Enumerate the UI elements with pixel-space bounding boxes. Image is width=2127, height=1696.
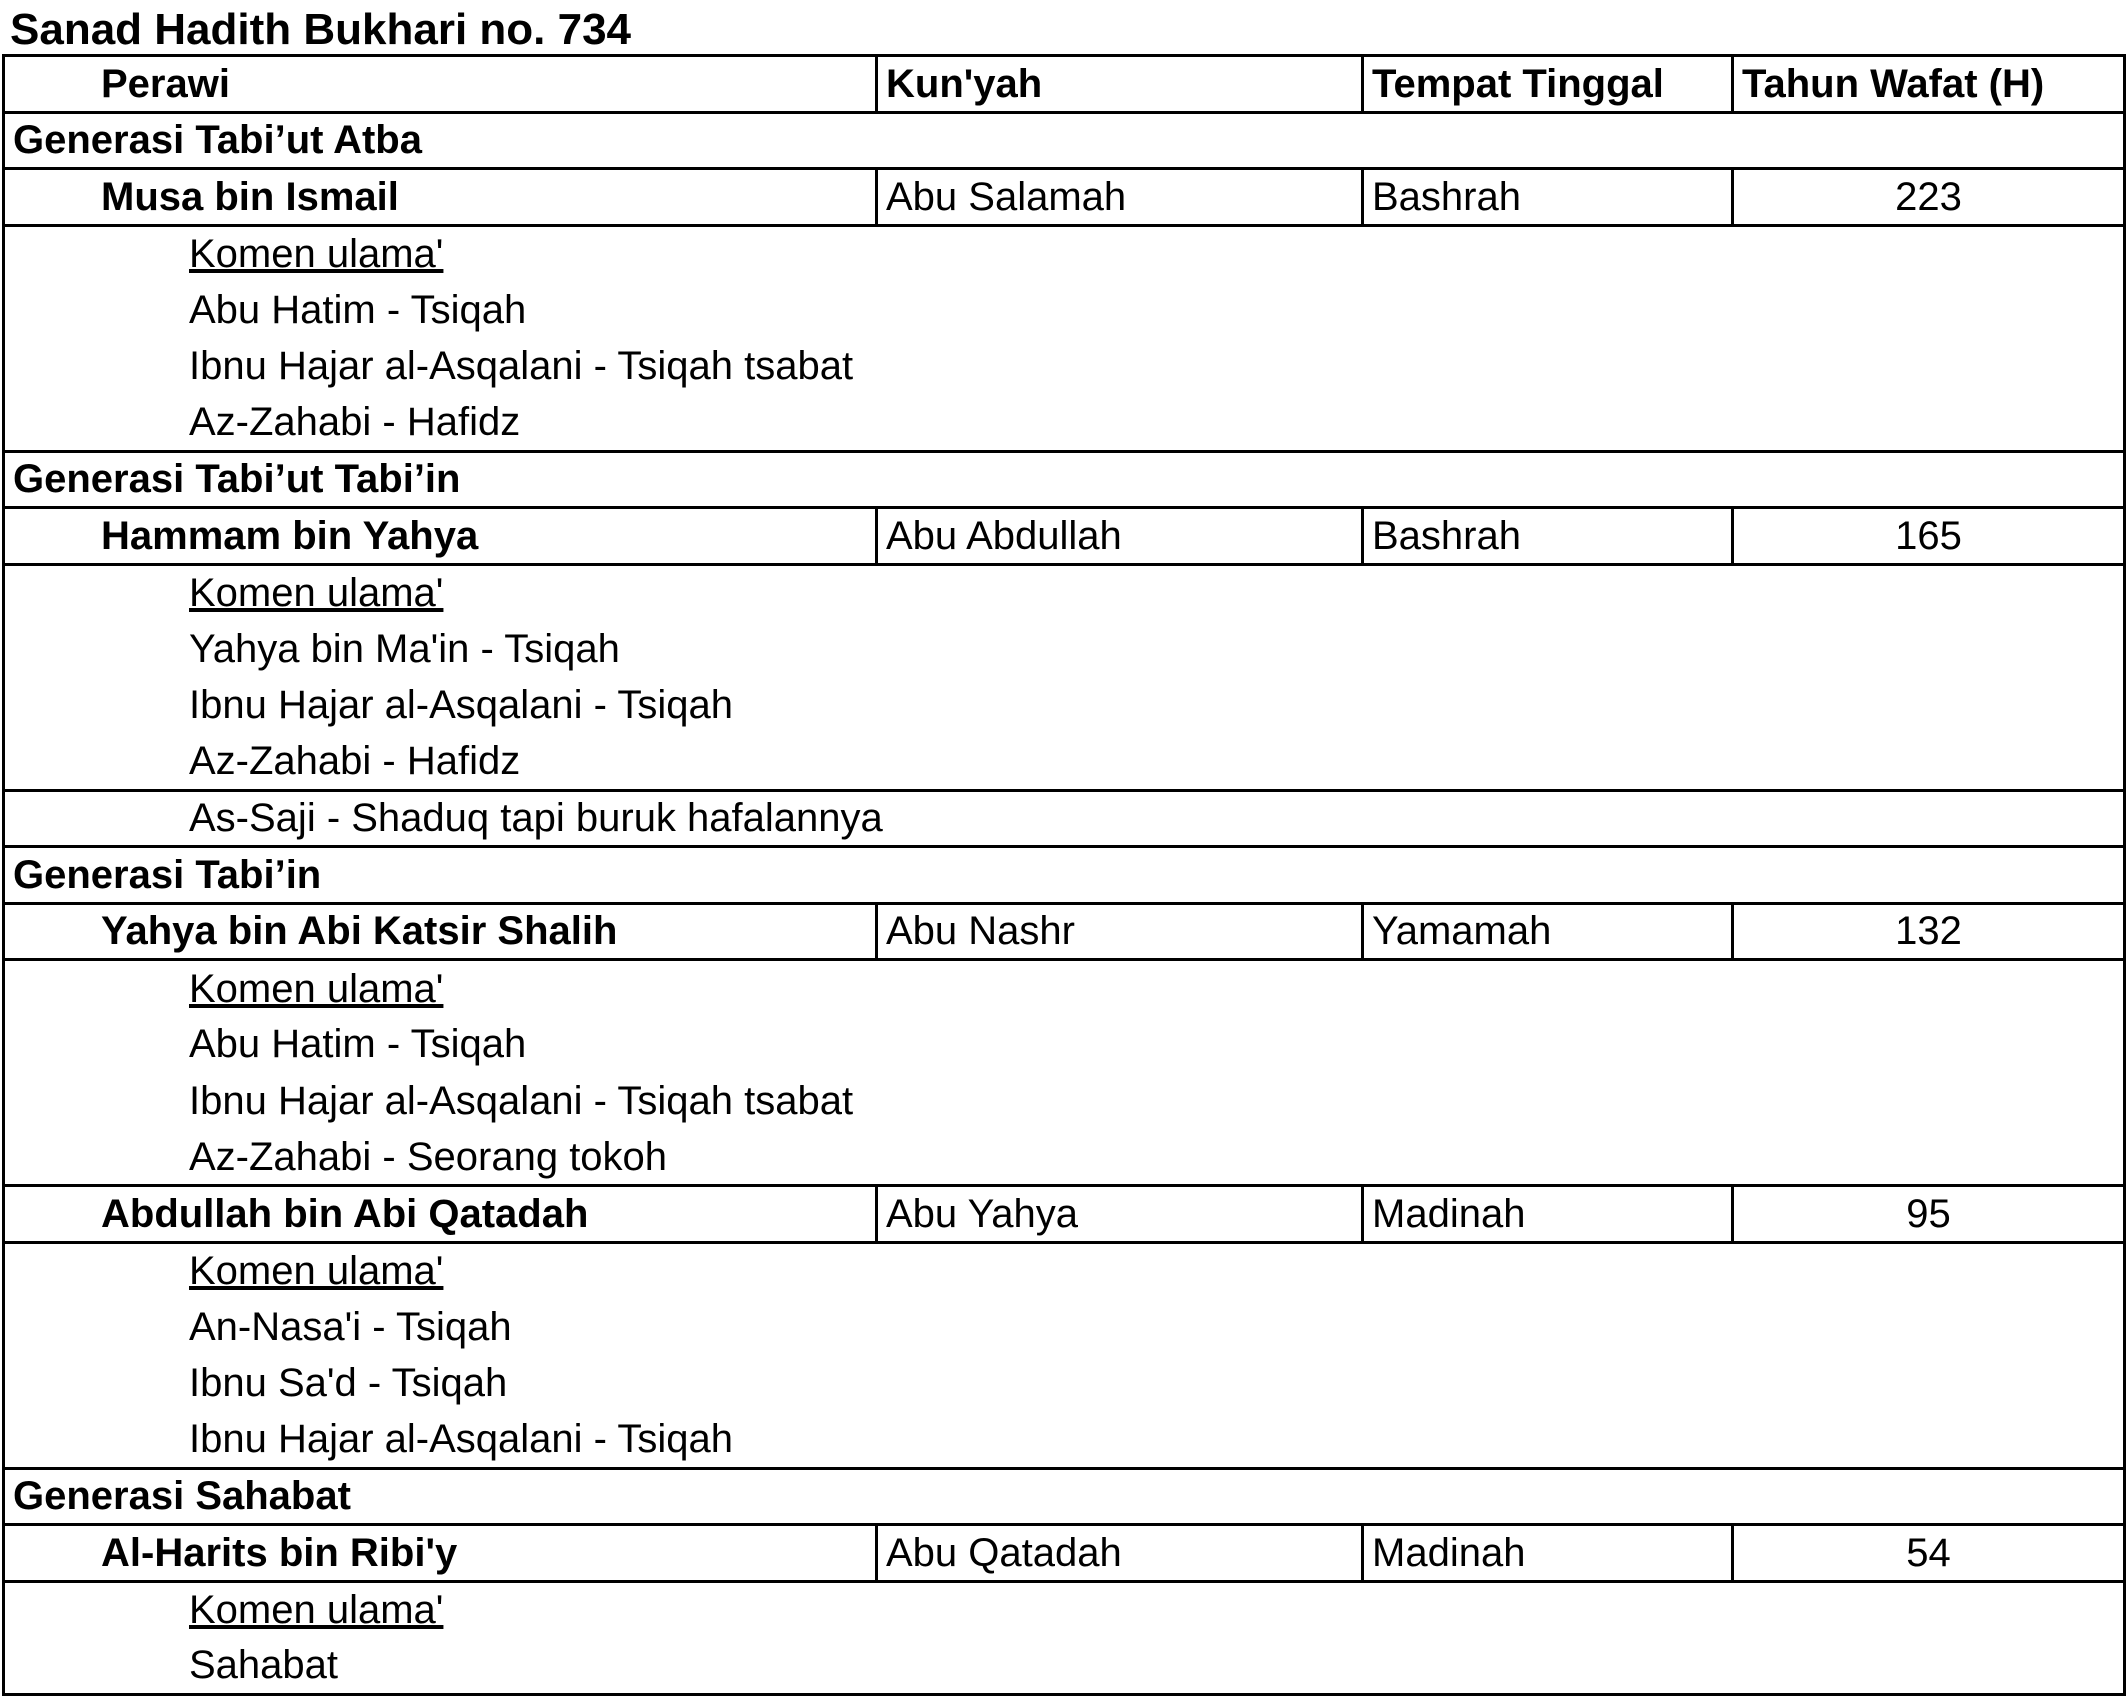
generation-label[interactable]: Generasi Tabi’in	[4, 847, 2125, 904]
comment-row	[4, 677, 2125, 734]
comment-item[interactable]: Sahabat	[4, 1638, 2125, 1695]
narrator-tahun[interactable]: 132	[1733, 903, 2125, 960]
generation-label[interactable]: Generasi Sahabat	[4, 1468, 2125, 1525]
header-perawi[interactable]: Perawi	[4, 56, 877, 113]
comment-heading[interactable]: Komen ulama'	[4, 564, 2125, 621]
narrator-name[interactable]: Yahya bin Abi Katsir Shalih	[4, 903, 877, 960]
comment-item-extra[interactable]: As-Saji - Shaduq tapi buruk hafalannya	[4, 790, 2125, 847]
comment-row	[4, 1355, 2125, 1412]
comment-item[interactable]: Ibnu Hajar al-Asqalani - Tsiqah	[4, 1412, 2125, 1469]
comment-row	[4, 734, 2125, 791]
narrator-row	[4, 508, 2125, 565]
narrator-tempat[interactable]: Yamamah	[1363, 903, 1733, 960]
narrator-kunyah[interactable]: Abu Salamah	[877, 169, 1363, 226]
narrator-name[interactable]: Abdullah bin Abi Qatadah	[4, 1186, 877, 1243]
comment-row	[4, 1242, 2125, 1299]
comment-row	[4, 1299, 2125, 1356]
narrator-name[interactable]: Al-Harits bin Ribi'y	[4, 1525, 877, 1582]
narrator-tempat[interactable]: Bashrah	[1363, 169, 1733, 226]
comment-row	[4, 1073, 2125, 1130]
narrator-row	[4, 903, 2125, 960]
narrator-row	[4, 1525, 2125, 1582]
comment-row	[4, 225, 2125, 282]
header-tempat-tinggal[interactable]: Tempat Tinggal	[1363, 56, 1733, 113]
narrator-tempat[interactable]: Madinah	[1363, 1525, 1733, 1582]
narrator-tahun[interactable]: 165	[1733, 508, 2125, 565]
comment-item[interactable]: Ibnu Hajar al-Asqalani - Tsiqah tsabat	[4, 338, 2125, 395]
generation-row	[4, 451, 2125, 508]
narrator-name[interactable]: Hammam bin Yahya	[4, 508, 877, 565]
narrator-name[interactable]: Musa bin Ismail	[4, 169, 877, 226]
comment-item[interactable]: Az-Zahabi - Seorang tokoh	[4, 1129, 2125, 1186]
comment-item[interactable]: Abu Hatim - Tsiqah	[4, 282, 2125, 339]
comment-item[interactable]: Ibnu Sa'd - Tsiqah	[4, 1355, 2125, 1412]
narrator-row	[4, 1186, 2125, 1243]
comment-heading[interactable]: Komen ulama'	[4, 960, 2125, 1017]
narrator-kunyah[interactable]: Abu Abdullah	[877, 508, 1363, 565]
comment-row	[4, 1016, 2125, 1073]
header-tahun-wafat[interactable]: Tahun Wafat (H)	[1733, 56, 2125, 113]
generation-row	[4, 847, 2125, 904]
comment-item[interactable]: An-Nasa'i - Tsiqah	[4, 1299, 2125, 1356]
comment-item[interactable]: Ibnu Hajar al-Asqalani - Tsiqah tsabat	[4, 1073, 2125, 1130]
narrator-kunyah[interactable]: Abu Qatadah	[877, 1525, 1363, 1582]
generation-label[interactable]: Generasi Tabi’ut Atba	[4, 112, 2125, 169]
narrator-tahun[interactable]: 95	[1733, 1186, 2125, 1243]
header-row	[4, 56, 2125, 113]
header-kunyah[interactable]: Kun'yah	[877, 56, 1363, 113]
narrator-tempat[interactable]: Bashrah	[1363, 508, 1733, 565]
comment-item[interactable]: Yahya bin Ma'in - Tsiqah	[4, 621, 2125, 678]
generation-row	[4, 112, 2125, 169]
narrator-row	[4, 169, 2125, 226]
generation-label[interactable]: Generasi Tabi’ut Tabi’in	[4, 451, 2125, 508]
comment-heading[interactable]: Komen ulama'	[4, 1242, 2125, 1299]
sanad-table	[2, 54, 2126, 1696]
comment-row	[4, 282, 2125, 339]
comment-row	[4, 564, 2125, 621]
comment-row	[4, 960, 2125, 1017]
comment-row	[4, 1581, 2125, 1638]
comment-item[interactable]: Az-Zahabi - Hafidz	[4, 395, 2125, 452]
comment-heading[interactable]: Komen ulama'	[4, 225, 2125, 282]
narrator-tempat[interactable]: Madinah	[1363, 1186, 1733, 1243]
comment-heading[interactable]: Komen ulama'	[4, 1581, 2125, 1638]
narrator-kunyah[interactable]: Abu Nashr	[877, 903, 1363, 960]
comment-row	[4, 395, 2125, 452]
narrator-tahun[interactable]: 223	[1733, 169, 2125, 226]
comment-item[interactable]: Az-Zahabi - Hafidz	[4, 734, 2125, 791]
comment-row	[4, 1638, 2125, 1695]
comment-row	[4, 621, 2125, 678]
sheet-title: Sanad Hadith Bukhari no. 734	[10, 5, 632, 54]
generation-row	[4, 1468, 2125, 1525]
narrator-kunyah[interactable]: Abu Yahya	[877, 1186, 1363, 1243]
comment-row	[4, 1412, 2125, 1469]
narrator-tahun[interactable]: 54	[1733, 1525, 2125, 1582]
comment-row	[4, 1129, 2125, 1186]
comment-row	[4, 790, 2125, 847]
comment-item[interactable]: Ibnu Hajar al-Asqalani - Tsiqah	[4, 677, 2125, 734]
comment-item[interactable]: Abu Hatim - Tsiqah	[4, 1016, 2125, 1073]
comment-row	[4, 338, 2125, 395]
